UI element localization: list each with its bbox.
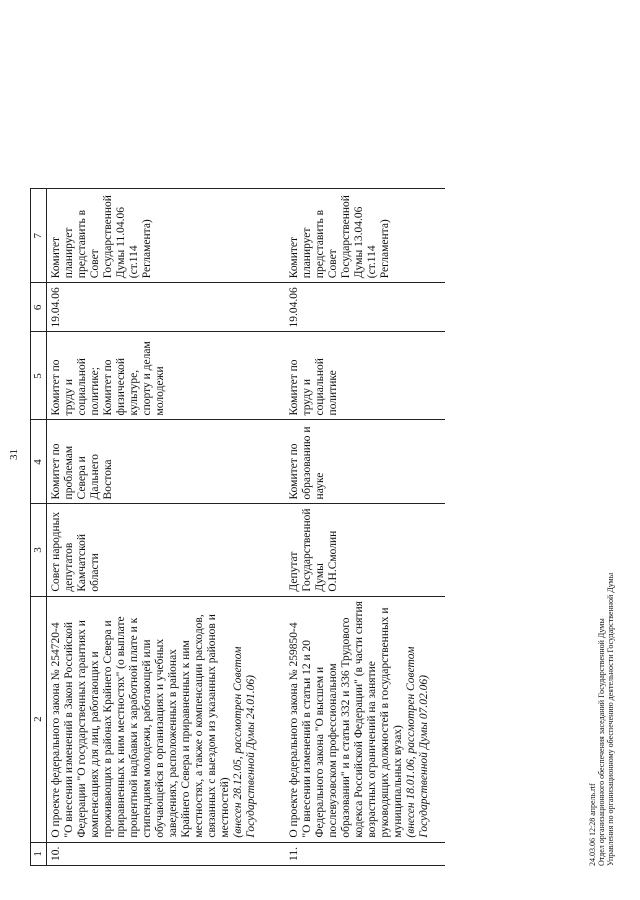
bill-note: (внесен 18.01.06, рассмотрен Советом Государственной Думы 07.02.06) <box>404 646 430 838</box>
bill-note: (внесен 28.12.05, рассмотрен Советом Государственной Думы 24.01.06) <box>232 646 257 838</box>
date-cell: 19.04.06 <box>285 283 445 332</box>
date-cell: 19.04.06 <box>47 283 285 332</box>
bill-description: "О внесении изменений в статьи 12 и 20 Федерального закона "О высшем и послевузовском профессиональном образовании" и в статьи 332 и 336 Трудового кодекса Российской Федерации" (в части снятия возрастных ограничений на занятие руководящих должностей в государственных и муниципальных вузах) <box>300 601 404 838</box>
footer-file-line: 24.03.06 12:28 апрель.rtf <box>588 783 597 866</box>
co-committees-cell: Комитет по труду и социальной политике <box>285 332 445 420</box>
bills-table <box>30 188 445 866</box>
bill-description: "О внесении изменений в Закон Российской Федерации "О государственных гарантиях и компенсациях для лиц, работающих и проживающих в районах Крайнего Севера и приравненных к ним местностях" (о выплате процентной надбавки к заработной плате и к стипендиям молодежи, работающей или обучающейся в организациях и учебных заведениях, расположенных в районах Крайнего Севера и приравненных к ним местностях, а также о компенсации расходов, связанных с выездом из указанных районов и местностей) <box>63 614 231 838</box>
committee-cell: Комитет по проблемам Севера и Дальнего Востока <box>47 420 285 504</box>
author-cell: Совет народных депутатов Камчатской области <box>47 504 285 596</box>
table-row <box>47 189 285 866</box>
remark-cell: Комитет планирует представить в Совет Государственной Думы 13.04.06 (ст.114 Регламента) <box>285 189 445 283</box>
row-number: 11. <box>285 842 445 865</box>
footer-department-line: Отдел организационного обеспечения заседаний Государственной Думы <box>597 618 606 866</box>
author-cell: Депутат Государственной Думы О.Н.Смолин <box>285 504 445 596</box>
col-header-5: 5 <box>31 332 47 420</box>
row-number: 10. <box>47 842 285 865</box>
bill-title: О проекте федерального закона № 259850-4 <box>287 622 300 838</box>
page-number: 31 <box>8 449 20 460</box>
table-row <box>285 189 445 866</box>
col-header-3: 3 <box>31 504 47 596</box>
committee-cell: Комитет по образованию и науке <box>285 420 445 504</box>
remark-cell: Комитет планирует представить в Совет Государственной Думы 11.04.06 (ст.114 Регламента) <box>47 189 285 283</box>
col-header-2: 2 <box>31 596 47 842</box>
bill-cell <box>285 596 445 842</box>
header-row <box>31 189 47 866</box>
col-header-7: 7 <box>31 189 47 283</box>
footer-directorate-line: Управления по организационному обеспечению деятельности Государственной Думы <box>606 572 615 866</box>
document-footer <box>588 573 615 866</box>
col-header-6: 6 <box>31 283 47 332</box>
col-header-1: 1 <box>31 842 47 865</box>
col-header-4: 4 <box>31 420 47 504</box>
co-committees-cell: Комитет по труду и социальной политике; Комитет по физической культуре, спорту и делам молодежи <box>47 332 285 420</box>
bill-cell <box>47 596 285 842</box>
bill-title: О проекте федерального закона № 254720-4 <box>50 622 62 838</box>
